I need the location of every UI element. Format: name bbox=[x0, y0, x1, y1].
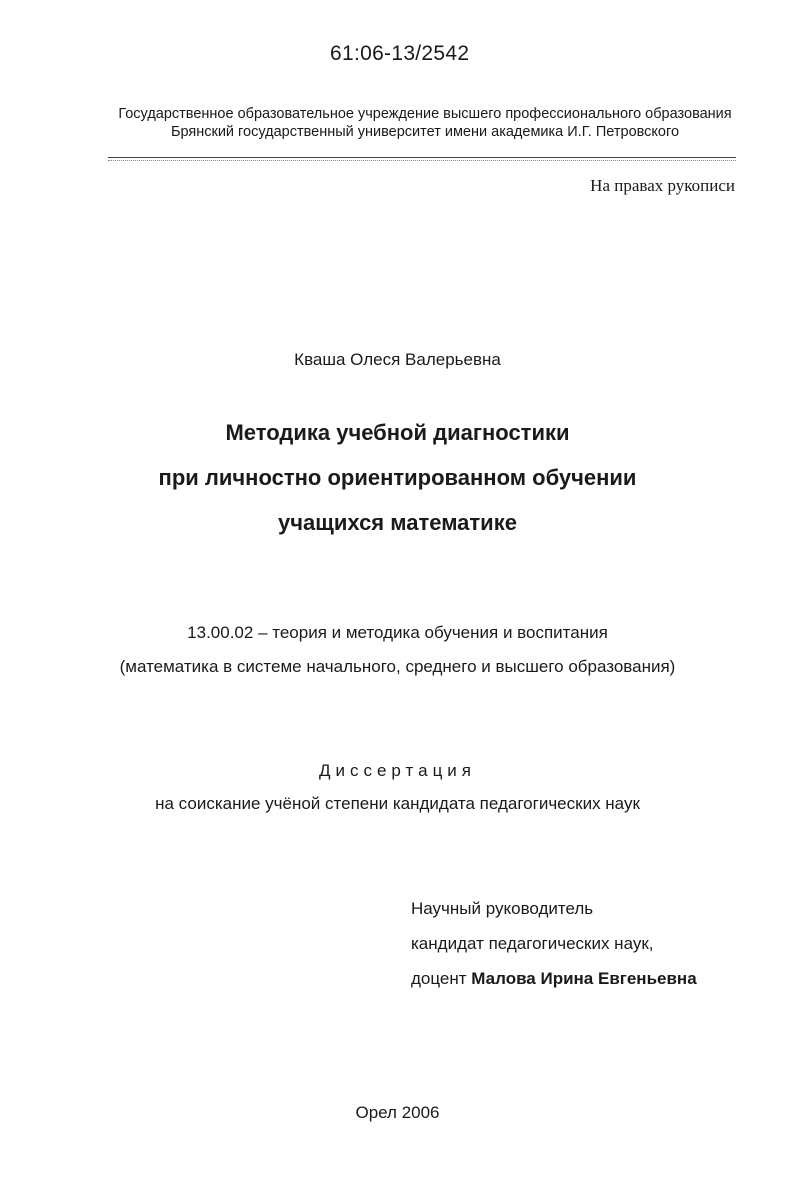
supervisor-title: доцент bbox=[411, 969, 467, 988]
title-line-2: при личностно ориентированном обучении bbox=[158, 465, 637, 490]
header-divider-dotted bbox=[108, 160, 736, 161]
institution-line-2: Брянский государственный университет имени академика И.Г. Петровского bbox=[170, 124, 680, 140]
author-name: Кваша Олеся Валерьевна bbox=[294, 350, 501, 369]
title-line-3: учащихся математике bbox=[278, 510, 517, 535]
supervisor-role: Научный руководитель bbox=[411, 899, 594, 918]
supervisor-degree: кандидат педагогических наук, bbox=[411, 934, 654, 953]
document-type: Диссертация bbox=[318, 761, 477, 780]
specialty-detail: (математика в системе начального, среднего и высшего образования) bbox=[119, 657, 676, 676]
specialty-code: 13.00.02 – теория и методика обучения и воспитания bbox=[187, 623, 608, 642]
city-year: Орел 2006 bbox=[355, 1103, 440, 1122]
institution-line-1: Государственное образовательное учреждение высшего профессионального образования bbox=[118, 106, 732, 122]
rights-note: На правах рукописи bbox=[590, 176, 735, 195]
title-line-1: Методика учебной диагностики bbox=[225, 420, 570, 445]
header-divider bbox=[108, 157, 736, 158]
supervisor-name-line bbox=[411, 968, 697, 989]
document-purpose: на соискание учёной степени кандидата педагогических наук bbox=[155, 794, 640, 813]
supervisor-name: Малова Ирина Евгеньевна bbox=[471, 969, 697, 988]
archive-code: 61:06-13/2542 bbox=[330, 42, 470, 65]
